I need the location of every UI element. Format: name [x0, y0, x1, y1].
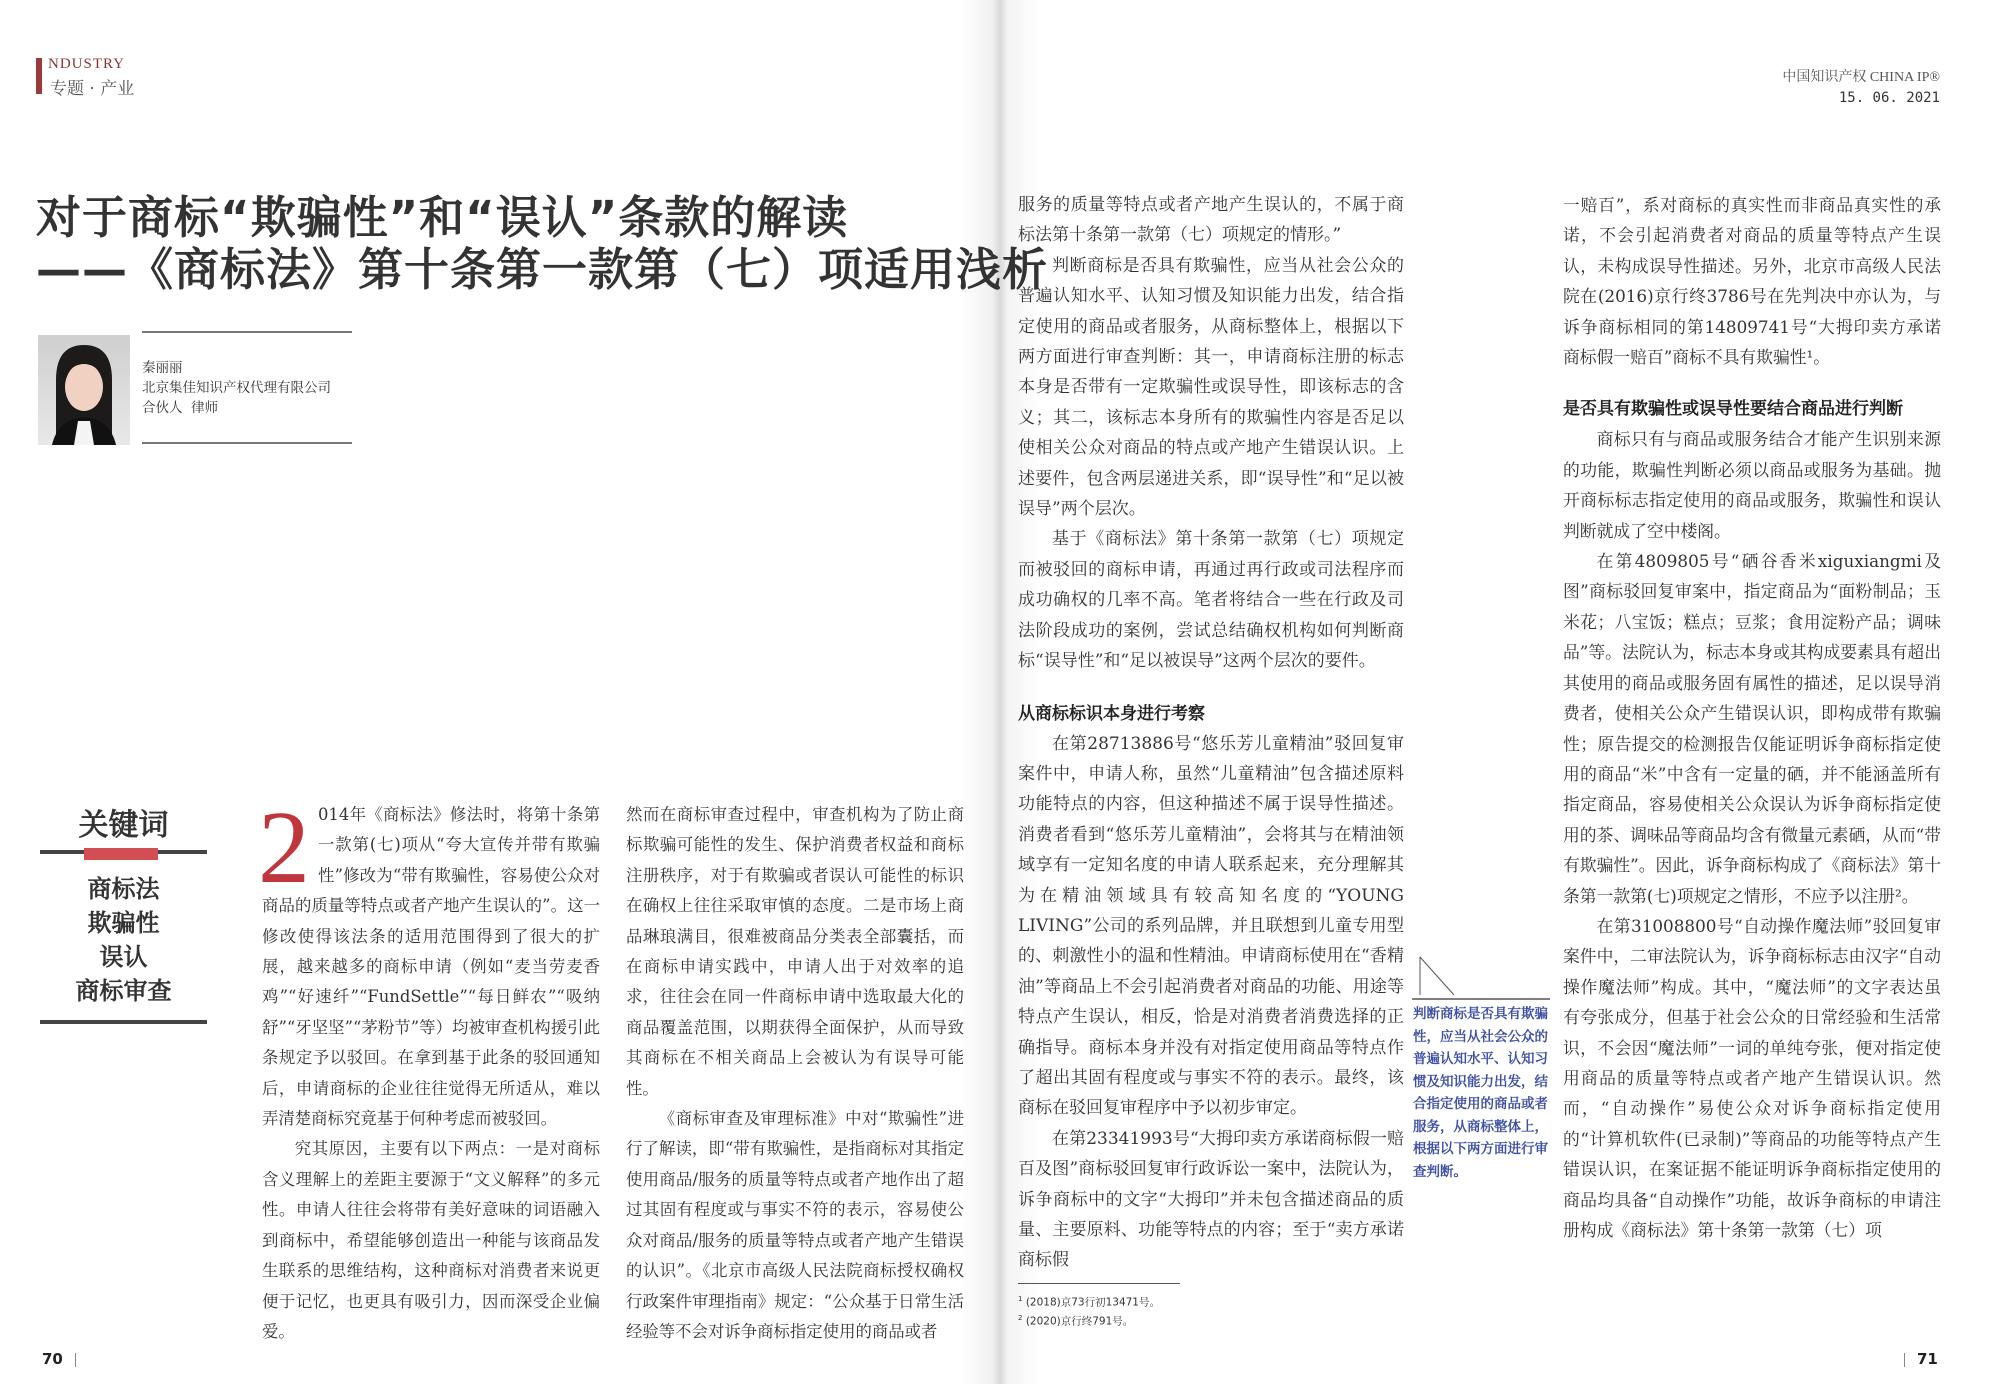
right-column-2	[1563, 190, 1941, 1240]
page-number-left	[42, 1350, 88, 1368]
author-org: 北京集佳知识产权代理有限公司	[142, 380, 331, 396]
keyword: 商标法	[87, 874, 160, 903]
paragraph: 在第4809805号“硒谷香米xiguxiangmi及图”商标驳回复审案中，指定商品为“面粉制品；玉米花；八宝饭；糕点；豆浆；食用淀粉产品；调味品”等。法院认为，标志本身或其构成要素具有超出其使用的商品或服务固有属性的描述，足以误导消费者，使相关公众产生错误认识，即构成带有欺骗性；原告提交的检测报告仅能证明诉争商标指定使用的商品“米”中含有一定量的硒，并不能涵盖所有指定商品，容易使相关公众误认为诉争商标指定使用的茶、调味品等商品均含有微量元素硒，从而“带有欺骗性”。因此，诉争商标构成了《商标法》第十条第一款第(七)项规定之情形，不应予以注册²。	[1563, 551, 1941, 906]
pull-quote: 判断商标是否具有欺骗性，应当从社会公众的普遍认知水平、认知习惯及知识能力出发，结合指定使用的商品或者服务，从商标整体上，根据以下两方面进行审查判断。	[1413, 1006, 1548, 1180]
footnote	[1018, 1311, 1160, 1330]
page-number-right	[1892, 1350, 1938, 1368]
author-photo	[38, 335, 130, 445]
author-info	[142, 358, 331, 418]
paragraph: 究其原因，主要有以下两点：一是对商标含义理解上的差距主要源于“文义解释”的多元性。申请人往往会将带有美好意味的词语融入到商标中，希望能够创造出一种能与该商品发生联系的思维结构，这种商标对消费者来说更便于记忆，也更具有吸引力，因而深受企业偏爱。	[262, 1139, 600, 1341]
footnotes	[1018, 1292, 1160, 1329]
keywords-list	[40, 872, 207, 1008]
paragraph	[258, 790, 600, 1134]
footnote-text: (2018)京73行初13471号。	[1025, 1296, 1160, 1309]
section-heading: 从商标标识本身进行考察	[1018, 703, 1205, 724]
paragraph: 然而在商标审查过程中，审查机构为了防止商标欺骗可能性的发生、保护消费者权益和商标注册秩序，对于有欺骗或者误认可能性的标识在确权上往往采取审慎的态度。二是市场上商品琳琅满目，很难被商品分类表全部囊括，而在商标申请实践中，申请人出于对效率的追求，往往会在同一件商标申请中选取最大化的商品覆盖范围，以期获得全面保护，从而导致其商标在不相关商品上会被认为有误导可能性。	[626, 805, 964, 1098]
title-main: 对于商标“欺骗性”和“误认”条款的解读	[36, 191, 849, 244]
page-number-separator	[75, 1353, 76, 1367]
issue-date: 15. 06. 2021	[1838, 90, 1940, 106]
footnote-rule	[1018, 1283, 1180, 1284]
section-heading: 是否具有欺骗性或误导性要结合商品进行判断	[1563, 399, 1903, 420]
pull-quote-marker	[1412, 955, 1552, 1003]
footnote-mark: 2	[1018, 1313, 1023, 1322]
article-title	[36, 192, 1048, 296]
paragraph: 商标只有与商品或服务结合才能产生识别来源的功能，欺骗性判断必须以商品或服务为基础。抛开商标标志指定使用的商品或服务，欺骗性和误认判断就成了空中楼阁。	[1563, 429, 1941, 541]
footnote	[1018, 1292, 1160, 1311]
paragraph: 在第28713886号“悠乐芳儿童精油”驳回复审案件中，申请人称，虽然“儿童精油”包含描述原料功能特点的内容，但这种描述不属于误导性描述。消费者看到“悠乐芳儿童精油”，会将其与在精油领域享有一定知名度的申请人联系起来，充分理解其为在精油领域具有较高知名度的“YOUNG LIVING”公司的系列品牌，并且联想到儿童专用型的、刺激性小的温和性精油。申请商标使用在“香精油”等商品上不会引起消费者对商品的功能、用途等特点产生误认，相反，恰是对消费者消费选择的正确指导。商标本身并没有对指定使用商品等特点作了超出其固有程度或与事实不符的表示。最终，该商标在驳回复审程序中予以初步审定。	[1018, 733, 1404, 1119]
paragraph: 服务的质量等特点或者产地产生误认的，不属于商标法第十条第一款第（七）项规定的情形。”	[1018, 195, 1404, 246]
page-number-separator	[1904, 1353, 1905, 1367]
paragraph: 判断商标是否具有欺骗性，应当从社会公众的普遍认知水平、认知习惯及知识能力出发，结合指定使用的商品或者服务，从商标整体上，根据以下两方面进行审查判断：其一，申请商标注册的标志本身是否带有一定欺骗性或误导性，即该标志的含义；其二，该标志本身所有的欺骗性内容是否足以使相关公众对商品的特点或产地产生错误认识。上述要件，包含两层递进关系，即“误导性”和“足以被误导”两个层次。	[1018, 255, 1404, 520]
keyword: 误认	[99, 942, 148, 971]
paragraph: 《商标审查及审理标准》中对“欺骗性”进行了解读，即“带有欺骗性，是指商标对其指定使用商品/服务的质量等特点或者产地作出了超过其固有程度或与事实不符的表示，容易使公众对商品/服务的质量等特点或者产地产生错误的认识”。《北京市高级人民法院商标授权确权行政案件审理指南》规定：“公众基于日常生活经验等不会对诉争商标指定使用的商品或者	[626, 1109, 964, 1341]
page-number-text: 71	[1917, 1350, 1938, 1368]
keywords-heading: 关键词	[78, 808, 169, 843]
right-column-1	[1018, 190, 1404, 1271]
paragraph-text: 014年《商标法》修法时，将第十条第一款第(七)项从“夸大宣传并带有欺骗性”修改为“带有欺骗性，容易使公众对商品的质量等特点或者产地产生误认的”。这一修改使得该法条的适用范围得到了很大的扩展，越来越多的商标申请（例如“麦当劳麦香鸡”“好速纤”“FundSettle”“每日鲜农”“吸纳舒”“牙坚坚”“茅粉节”等）均被审查机构援引此条规定予以驳回。在拿到基于此条的驳回通知后，申请商标的企业往往觉得无所适从，难以弄清楚商标究竟基于何种考虑而被驳回。	[262, 805, 600, 1129]
paragraph: 一赔百”，系对商标的真实性而非商品真实性的承诺，不会引起消费者对商品的质量等特点产生误认，未构成误导性描述。另外，北京市高级人民法院在(2016)京行终3786号在先判决中亦认为，与诉争商标相同的第14809741号“大拇印卖方承诺商标假一赔百”商标不具有欺骗性¹。	[1563, 195, 1941, 368]
keywords-divider-bottom	[40, 1020, 207, 1024]
author-rule-top	[142, 331, 352, 333]
author-rule-bottom	[142, 442, 352, 444]
keyword: 欺骗性	[87, 908, 160, 937]
paragraph: 在第31008800号“自动操作魔法师”驳回复审案件中，二审法院认为，诉争商标标志由汉字“自动操作魔法师”构成。其中，“魔法师”的文字表达虽有夸张成分，但基于社会公众的日常经验和生活常识，不会因“魔法师”一词的单纯夸张，便对指定使用商品的质量等特点或者产地产生错误认识。然而，“自动操作”易使公众对诉争商标指定使用的“计算机软件(已录制)”等商品的功能等特点产生错误认识，在案证据不能证明诉争商标指定使用的商品均具备“自动操作”功能，故诉争商标的申请注册构成《商标法》第十条第一款第（七）项	[1563, 915, 1941, 1240]
author-role: 合伙人 律师	[142, 400, 219, 416]
page-number-text: 70	[42, 1350, 63, 1368]
paragraph: 基于《商标法》第十条第一款第（七）项规定而被驳回的商标申请，再通过再行政或司法程序而成功确权的几率不高。笔者将结合一些在行政及司法阶段成功的案例，尝试总结确权机构如何判断商标“误导性”和“足以被误导”这两个层次的要件。	[1018, 529, 1404, 672]
section-initial-bar	[36, 58, 42, 94]
section-label-en: NDUSTRY	[48, 56, 126, 72]
section-label-cn: 专题 · 产业	[50, 79, 135, 99]
magazine-name: 中国知识产权 CHINA IP®	[1782, 70, 1940, 85]
title-sub: ——《商标法》第十条第一款第（七）项适用浅析	[36, 243, 1049, 296]
keyword: 商标审查	[75, 976, 172, 1005]
running-header	[1782, 68, 1940, 108]
left-column-2	[626, 800, 964, 1341]
footnote-text: (2020)京行终791号。	[1025, 1315, 1134, 1327]
footnote-mark: 1	[1018, 1295, 1023, 1303]
paragraph: 在第23341993号“大拇印卖方承诺商标假一赔百及图”商标驳回复审行政诉讼一案中，法院认为，诉争商标中的文字“大拇印”并未包含描述商品的质量、主要原料、功能等特点的内容；至于“卖方承诺商标假	[1018, 1128, 1404, 1271]
drop-cap: 2	[258, 790, 310, 905]
keywords-accent	[84, 848, 158, 860]
author-name: 秦丽丽	[142, 360, 183, 376]
left-column-1	[258, 790, 600, 1341]
